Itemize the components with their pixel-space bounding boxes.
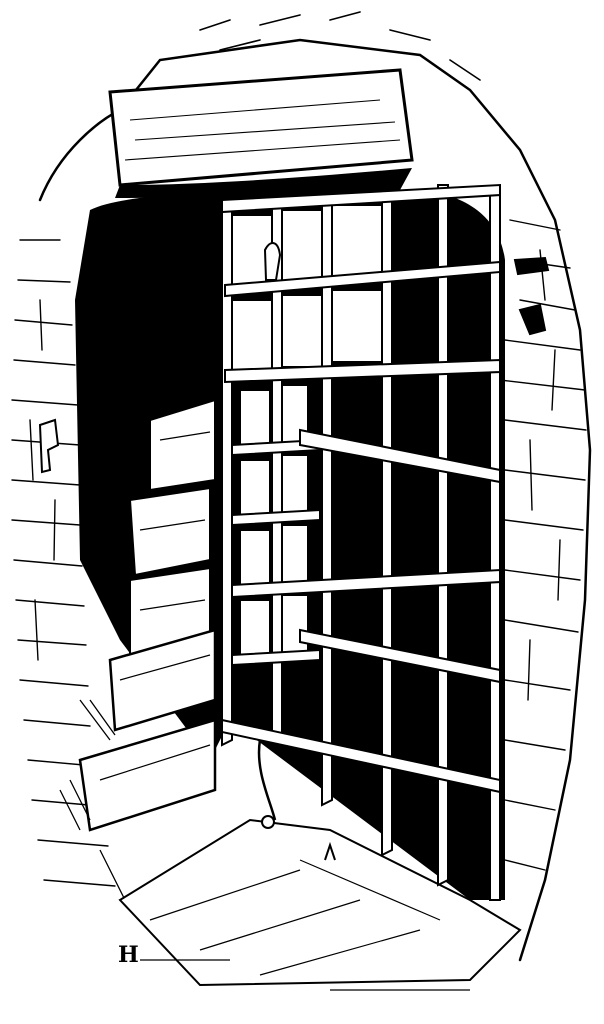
artist-monogram: H [118, 942, 139, 968]
